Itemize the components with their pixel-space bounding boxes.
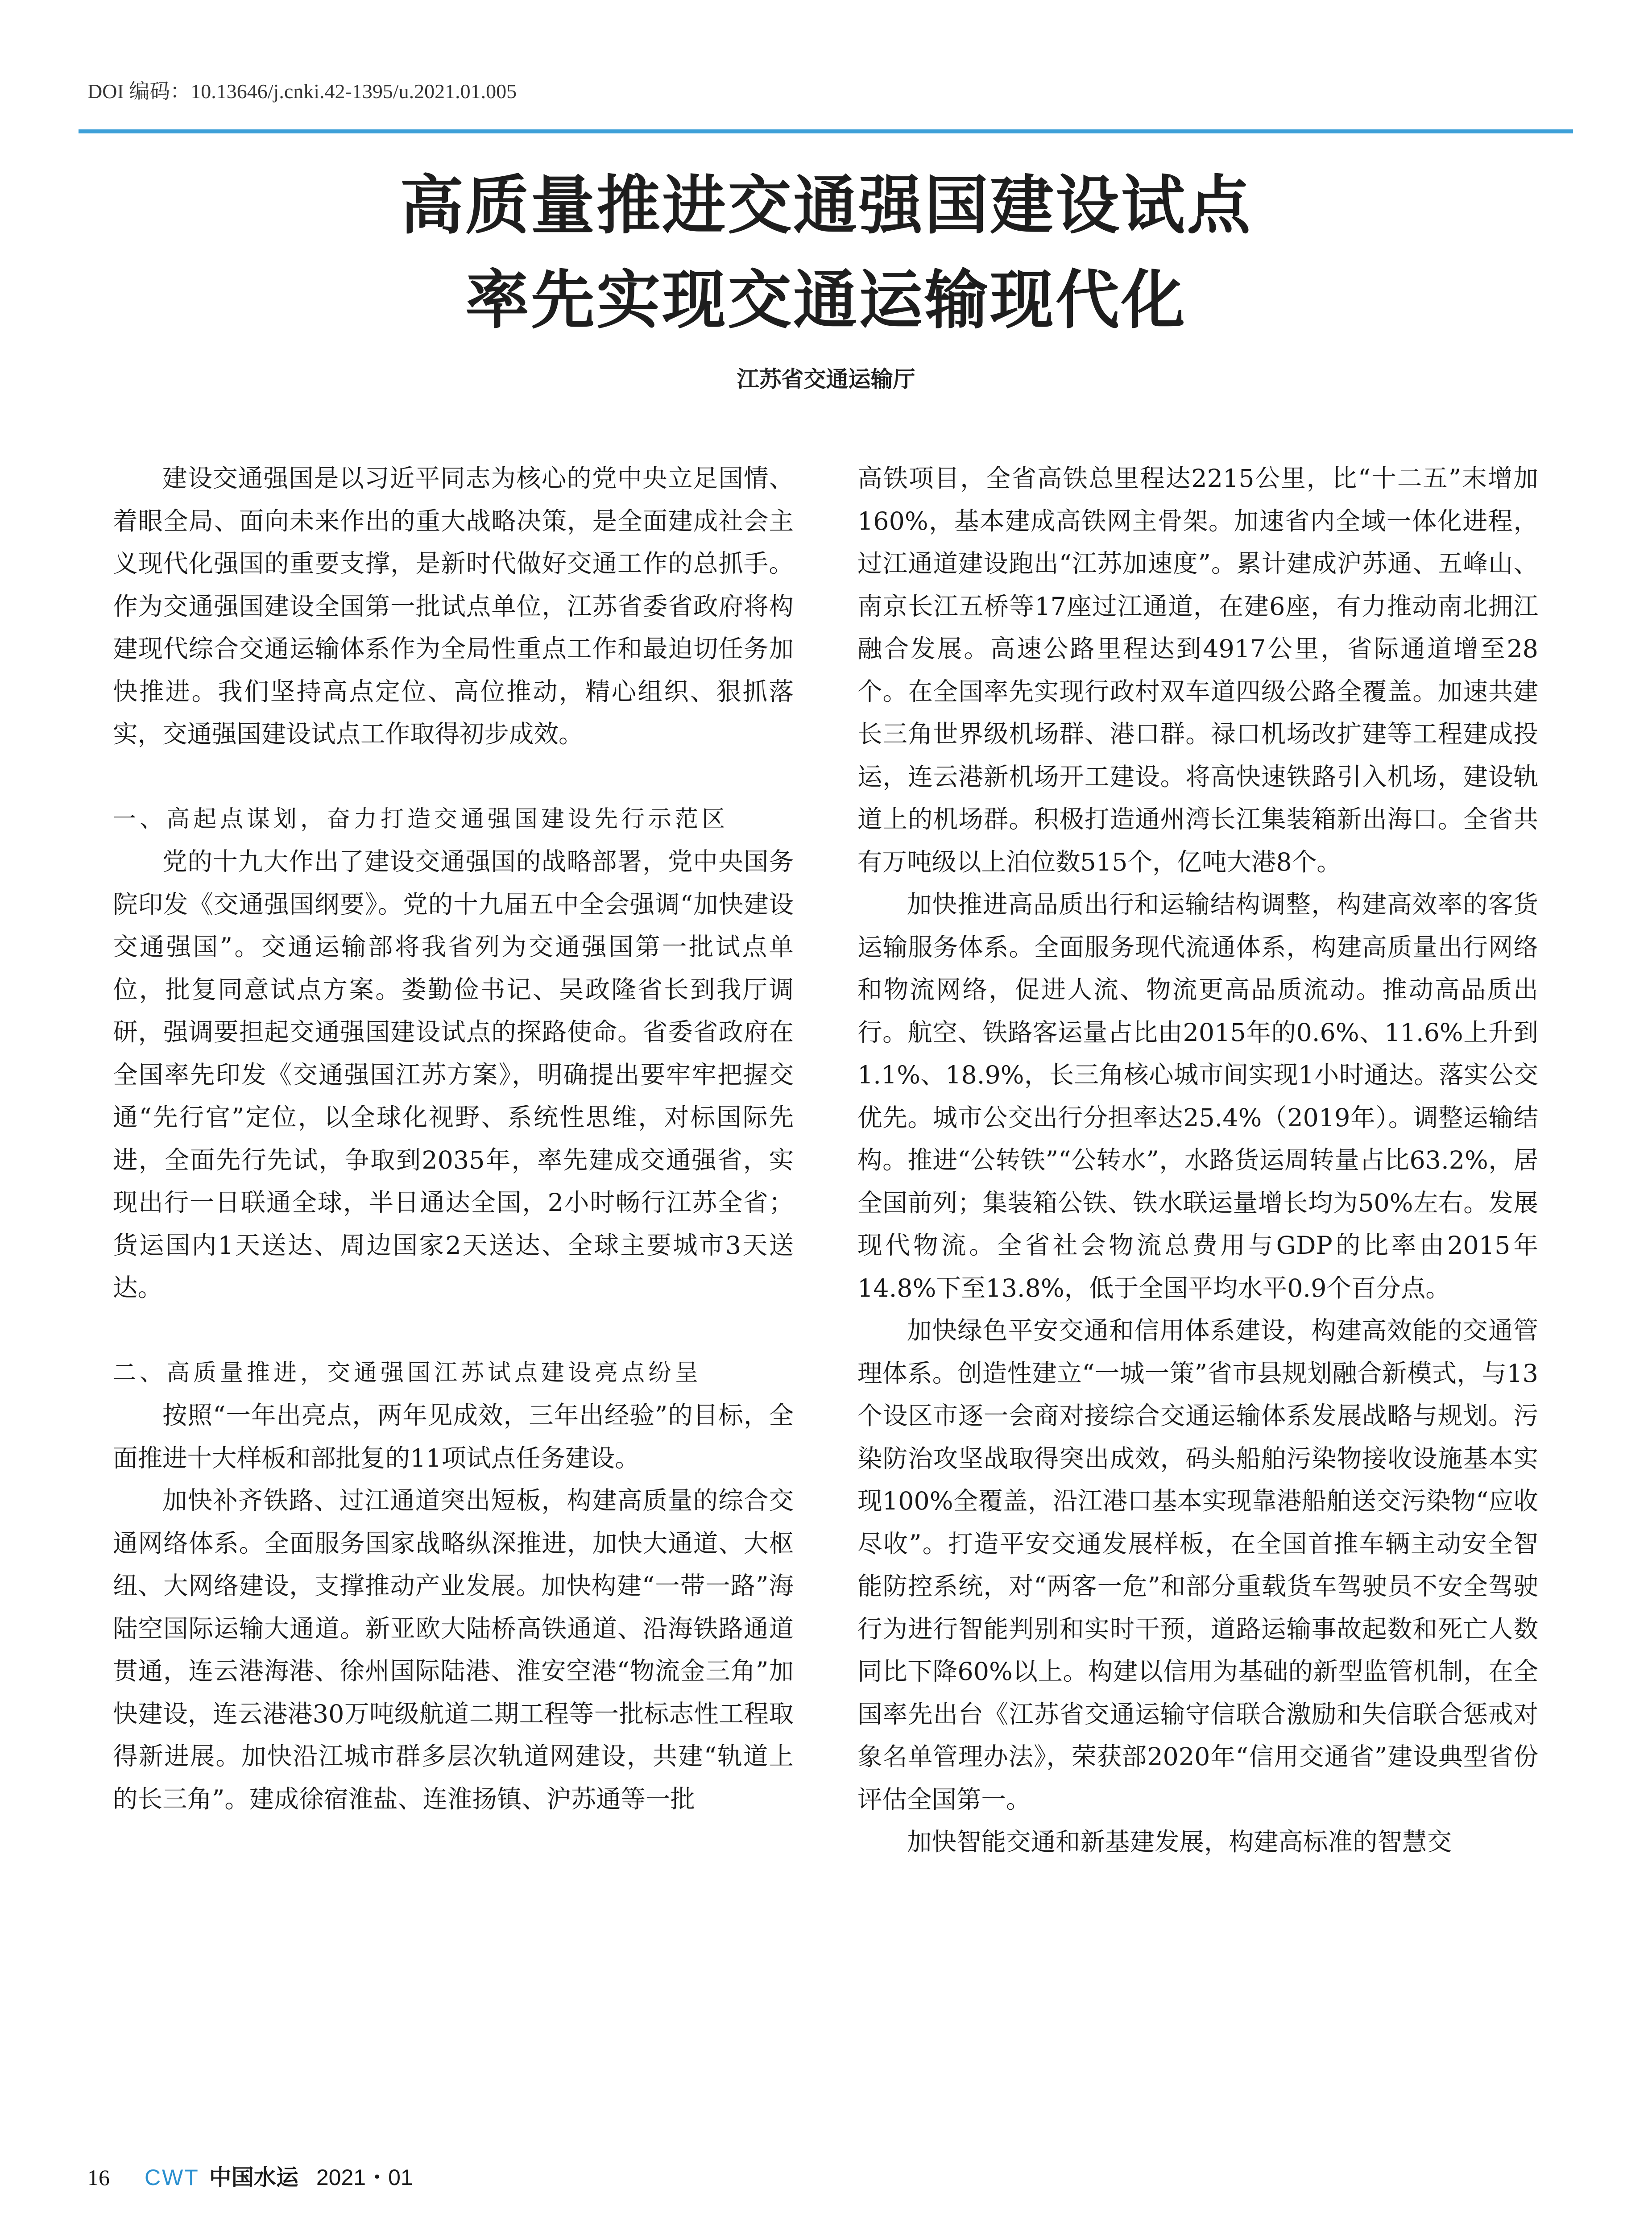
section-gap (113, 756, 794, 798)
section-2-paragraph-2: 加快补齐铁路、过江通道突出短板，构建高质量的综合交通网络体系。全面服务国家战略纵深推进，加快大通道、大枢纽、大网络建设，支撑推动产业发展。加快构建“一带一路”海陆空国际运输大通道。新亚欧大陆桥高铁通道、沿海铁路通道贯通，连云港海港、徐州国际陆港、淮安空港“物流金三角”加快建设，连云港港30万吨级航道二期工程等一批标志性工程取得新进展。加快沿江城市群多层次轨道网建设，共建“轨道上的长三角”。建成徐宿淮盐、连淮扬镇、沪苏通等一批 (113, 1486, 794, 1814)
section-1-paragraph: 党的十九大作出了建设交通强国的战略部署，党中央国务院印发《交通强国纲要》。党的十九届五中全会强调“加快建设交通强国”。交通运输部将我省列为交通强国第一批试点单位，批复同意试点方案。娄勤俭书记、吴政隆省长到我厅调研，强调要担起交通强国建设试点的探路使命。省委省政府在全国率先印发《交通强国江苏方案》，明确提出要牢牢把握交通“先行官”定位，以全球化视野、系统性思维，对标国际先进，全面先行先试，争取到2035年，率先建成交通强省，实现出行一日联通全球，半日通达全国，2小时畅行江苏全省；货运国内1天送达、周边国家2天送达、全球主要城市3天送达。 (113, 847, 794, 1302)
brand-logo-text: CWT (145, 2165, 199, 2190)
section-2-paragraph-1: 按照“一年出亮点，两年见成效，三年出经验”的目标，全面推进十大样板和部批复的11项试点任务建设。 (113, 1401, 794, 1473)
page-number: 16 (87, 2165, 110, 2190)
intro-paragraph: 建设交通强国是以习近平同志为核心的党中央立足国情、着眼全局、面向未来作出的重大战略决策，是全面建成社会主义现代化强国的重要支撑，是新时代做好交通工作的总抓手。作为交通强国建设全国第一批试点单位，江苏省委省政府将构建现代综合交通运输体系作为全局性重点工作和最迫切任务加快推进。我们坚持高点定位、高位推动，精心组织、狠抓落实，交通强国建设试点工作取得初步成效。 (113, 464, 794, 749)
article-author: 江苏省交通运输厅 (737, 366, 915, 392)
right-column (857, 457, 1538, 1864)
title-line-1: 高质量推进交通强国建设试点 (400, 168, 1252, 243)
magazine-name: 中国水运 (209, 2165, 298, 2190)
left-column (113, 457, 794, 1820)
header-rule (79, 129, 1573, 133)
continued-paragraph: 高铁项目，全省高铁总里程达2215公里，比“十二五”末增加160%，基本建成高铁网主骨架。加速省内全域一体化进程，过江通道建设跑出“江苏加速度”。累计建成沪苏通、五峰山、南京长江五桥等17座过江通道，在建6座，有力推动南北拥江融合发展。高速公路里程达到4917公里，省际通道增至28个。在全国率先实现行政村双车道四级公路全覆盖。加速共建长三角世界级机场群、港口群。禄口机场改扩建等工程建成投运，连云港新机场开工建设。将高快速铁路引入机场，建设轨道上的机场群。积极打造通州湾长江集装箱新出海口。全省共有万吨级以上泊位数515个，亿吨大港8个。 (857, 464, 1538, 877)
transport-service-paragraph: 加快推进高品质出行和运输结构调整，构建高效率的客货运输服务体系。全面服务现代流通体系，构建高质量出行网络和物流网络，促进人流、物流更高品质流动。推动高品质出行。航空、铁路客运量占比由2015年的0.6%、11.6%上升到1.1%、18.9%，长三角核心城市间实现1小时通达。落实公交优先。城市公交出行分担率达25.4%（2019年）。调整运输结构。推进“公转铁”“公转水”，水路货运周转量占比63.2%，居全国前列；集装箱公铁、铁水联运量增长均为50%左右。发展现代物流。全省社会物流总费用与GDP的比率由2015年14.8%下至13.8%，低于全国平均水平0.9个百分点。 (857, 890, 1538, 1303)
title-line-2: 率先实现交通运输现代化 (465, 263, 1187, 337)
doi-line: DOI 编码：10.13646/j.cnki.42-1395/u.2021.01.005 (87, 80, 517, 103)
section-gap (113, 1310, 794, 1352)
article-title (0, 158, 1652, 348)
green-safety-paragraph: 加快绿色平安交通和信用体系建设，构建高效能的交通管理体系。创造性建立“一城一策”省市县规划融合新模式，与13个设区市逐一会商对接综合交通运输体系发展战略与规划。污染防治攻坚战取得突出成效，码头船舶污染物接收设施基本实现100%全覆盖，沿江港口基本实现靠港船舶送交污染物“应收尽收”。打造平安交通发展样板，在全国首推车辆主动安全智能防控系统，对“两客一危”和部分重载货车驾驶员不安全驾驶行为进行智能判别和实时干预，道路运输事故起数和死亡人数同比下降60%以上。构建以信用为基础的新型监管机制，在全国率先出台《江苏省交通运输守信联合激励和失信联合惩戒对象名单管理办法》，荣获部2020年“信用交通省”建设典型省份评估全国第一。 (857, 1316, 1538, 1814)
page-footer (87, 2160, 413, 2192)
smart-transport-paragraph: 加快智能交通和新基建发展，构建高标准的智慧交 (907, 1828, 1452, 1857)
section-2-heading: 二、高质量推进，交通强国江苏试点建设亮点纷呈 (113, 1359, 702, 1386)
issue-number: 2021・01 (316, 2165, 413, 2190)
section-1-heading: 一、高起点谋划，奋力打造交通强国建设先行示范区 (113, 805, 729, 833)
